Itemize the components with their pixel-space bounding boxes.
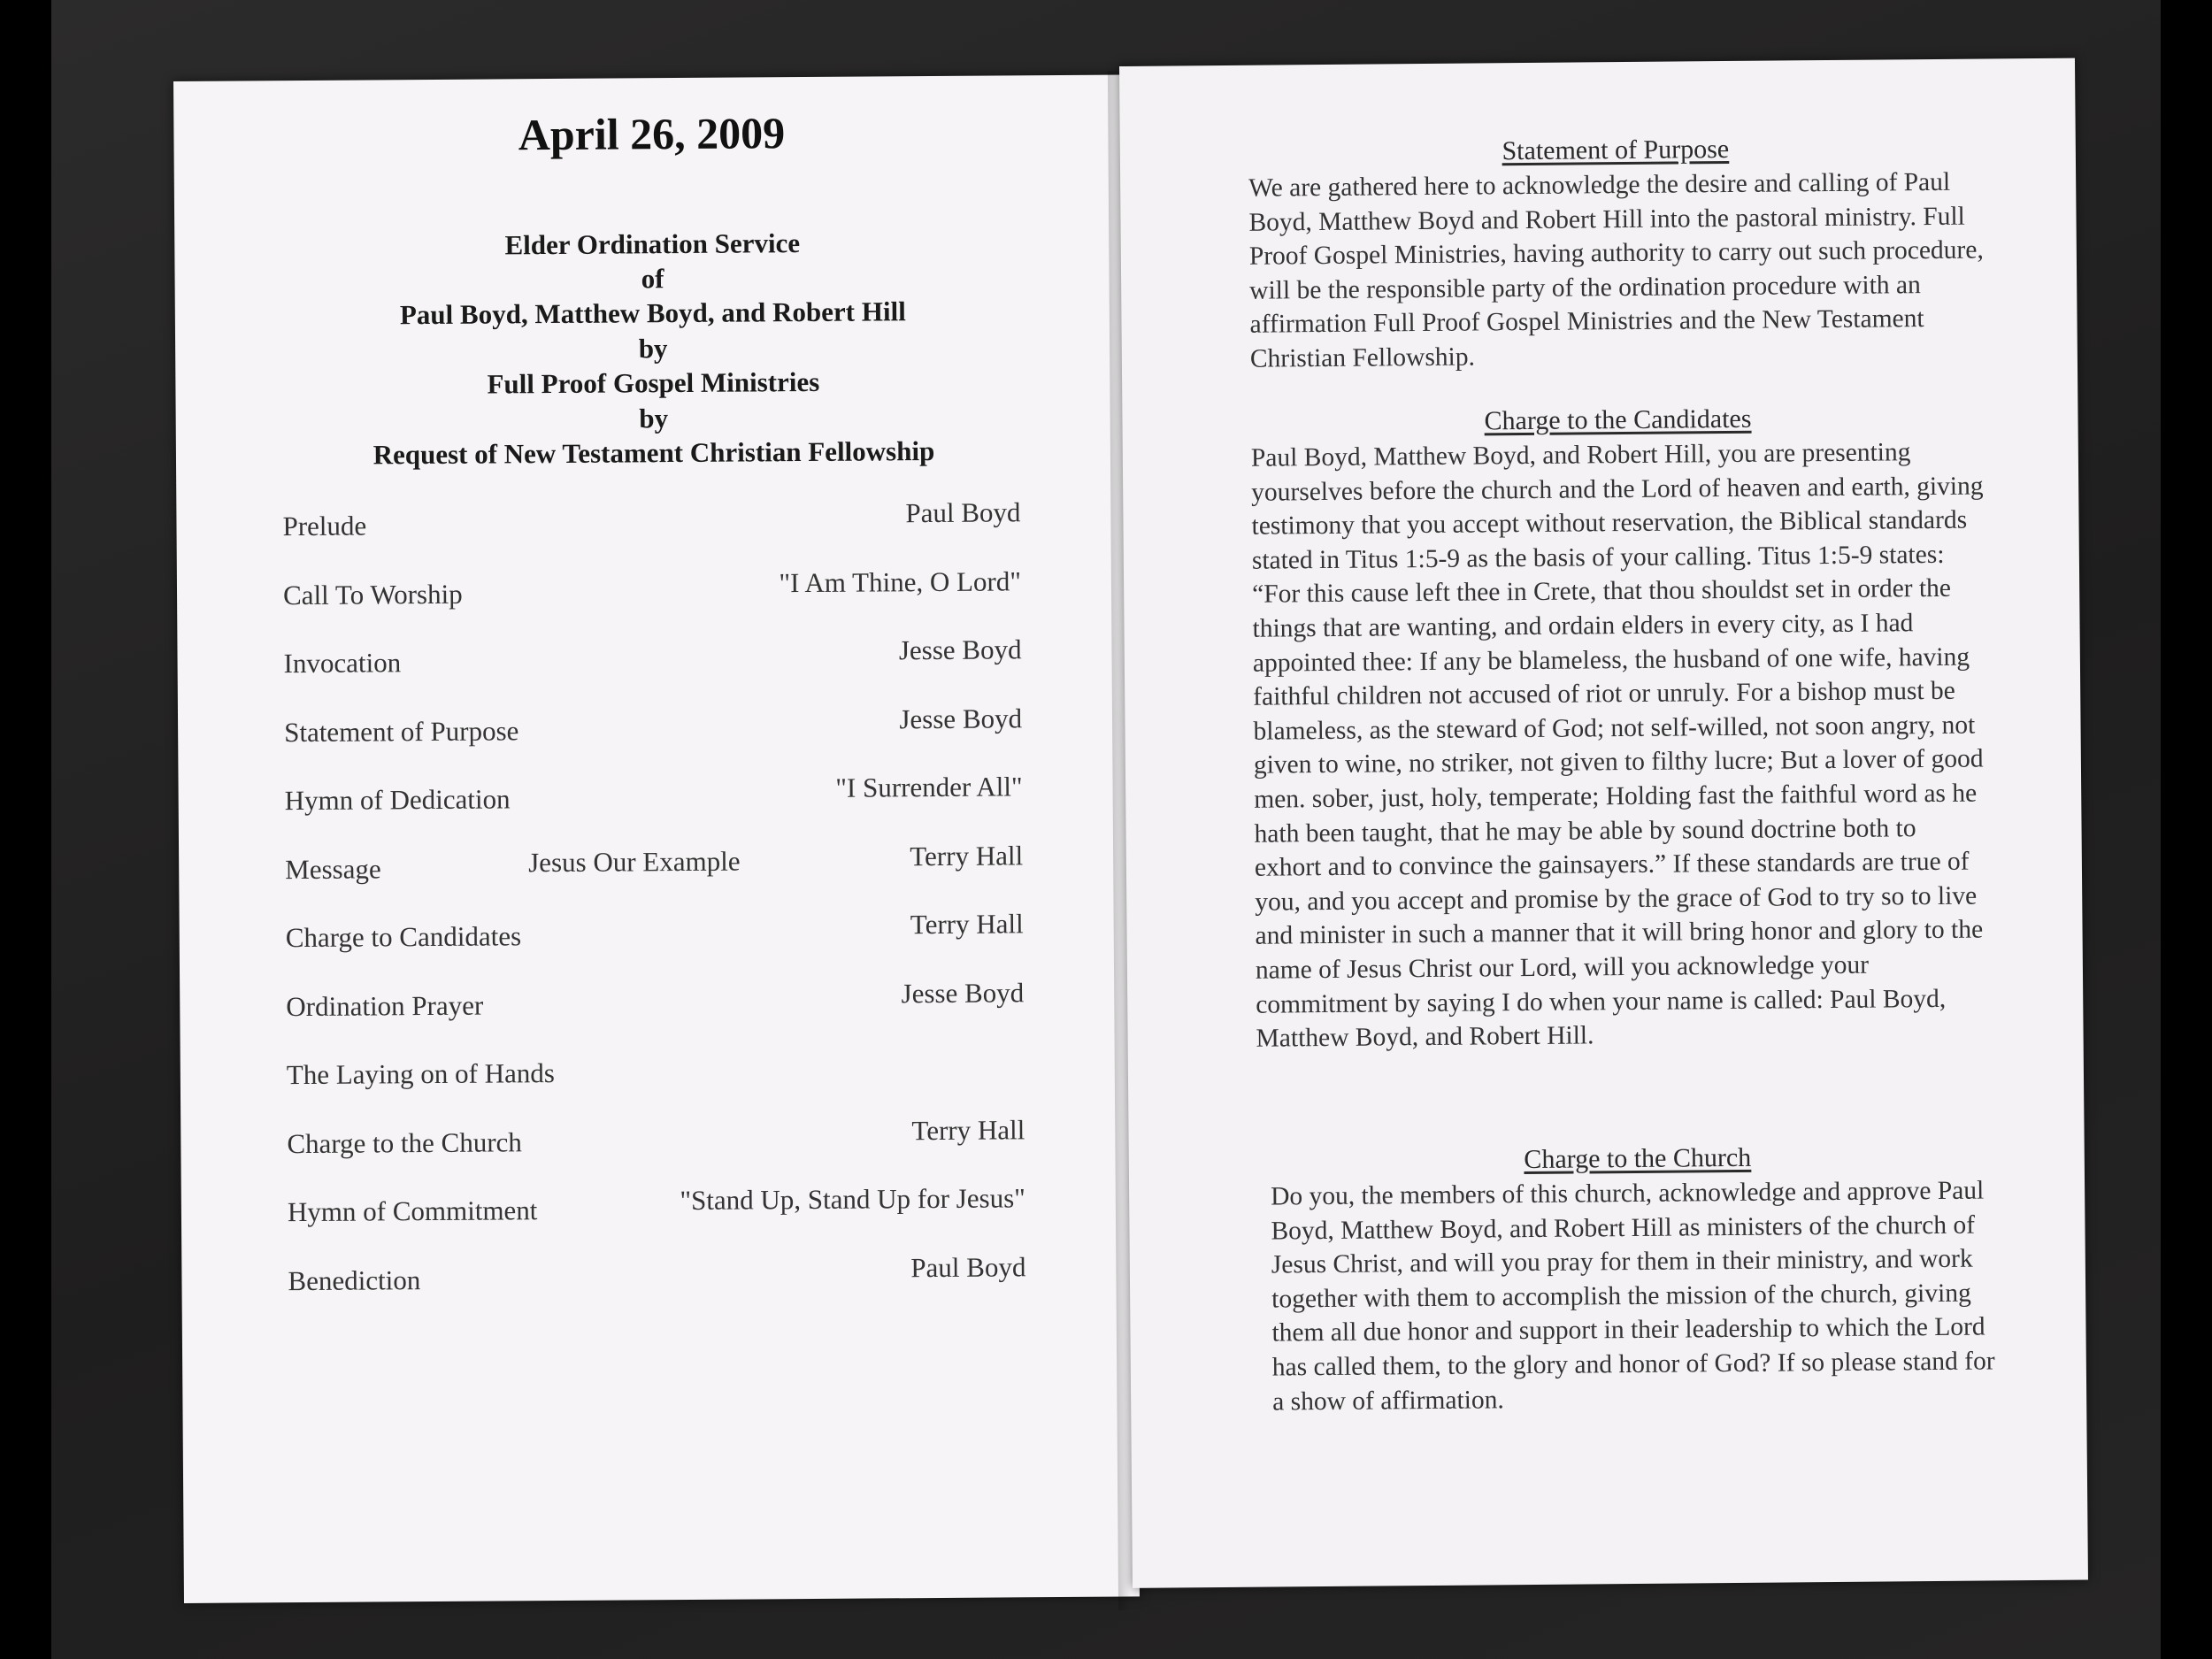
program-row [179,839,1135,914]
section-body: Paul Boyd, Matthew Boyd, and Robert Hill, you are presenting yourselves before the church and the Lord of heaven and earth, giving testimony that you accept without reservation, the Biblical standards stated in Titus 1:5-9 as the basis of your calling. Titus 1:5-9 states: “For this cause left thee in Crete, that thou shouldst set in order the things that are wanting, and ordain elders in every city, as I had appointed thee: If any be blameless, the husband of one wife, having faithful children not accused of riot or unruly. For a bishop must be blameless, as the steward of God; not self-willed, not soon angry, not given to wine, no striker, not given to filthy lucre; But a lover of good men. sober, just, holy, temperate; Holding fast the faithful word as he hath been taught, that he may be able by sound doctrine both to exhort and to convince the gainsayers.” If these standards are true of you, and you accept and promise by the grace of God to try so to live and minister in such a manner that it will bring honor and glory to the name of Jesus Christ our Lord, will you acknowledge your commitment by saying I do when your name is called: Paul Boyd, Matthew Boyd, and Robert Hill. [1250,438,1984,1053]
program-part: Ordination Prayer [286,989,484,1022]
heading-line: of [641,263,664,295]
program-leader: Terry Hall [910,839,1024,872]
program-part: Prelude [282,510,367,542]
program-left-page [173,74,1140,1602]
program-row [180,907,1136,982]
heading-line: Full Proof Gospel Ministries [487,365,820,400]
program-row [178,770,1134,845]
heading-line: Paul Boyd, Matthew Boyd, and Robert Hill [399,296,906,331]
section-title: Charge to the Church [1524,1142,1752,1175]
program-leader: Terry Hall [911,1113,1025,1146]
program-part: Hymn of Commitment [287,1194,538,1228]
program-part: Charge to Candidates [285,920,522,954]
program-leader: Jesse Boyd [898,634,1022,666]
service-date: April 26, 2009 [518,108,786,160]
order-of-service [176,495,1137,1325]
heading-line: by [639,403,669,434]
program-leader: Jesse Boyd [899,702,1023,734]
section-title: Statement of Purpose [1502,134,1730,166]
program-leader: Jesse Boyd [901,976,1025,1009]
program-leader: "I Surrender All" [835,771,1023,803]
program-row [180,1044,1137,1119]
service-heading [174,223,1132,474]
section-title: Charge to the Candidates [1484,403,1752,436]
charge-to-church-section [1271,1138,2008,1418]
program-row [177,565,1133,640]
section-body: Do you, the members of this church, acknowledge and approve Paul Boyd, Matthew Boyd, and Robert Hill as ministers of the church of Jesus Christ, and will you pray for them in their ministry, and work together with them to accomplish the mission of the church, giving them all due honor and support in their leadership to which the Lord has called them, to the glory and honor of God? If so please stand for a show of affirmation. [1271,1176,1995,1417]
heading-line: Request of New Testament Christian Fellowship [373,435,935,471]
program-row [180,1113,1137,1188]
program-row [176,495,1133,571]
statement-of-purpose-section [1248,129,1985,376]
heading-line: Elder Ordination Service [504,227,801,261]
program-leader: Paul Boyd [905,496,1021,529]
program-part: Hymn of Dedication [284,783,511,817]
program-part: Message [285,852,381,885]
program-part: Benediction [288,1263,421,1296]
program-part: Invocation [283,647,402,680]
program-part: The Laying on of Hands [286,1057,556,1091]
charge-to-candidates-section [1250,399,1990,1056]
program-right-page [1119,58,2088,1588]
heading-line: by [638,333,668,365]
program-part: Call To Worship [282,578,463,611]
program-leader: Paul Boyd [910,1250,1026,1283]
program-part: Statement of Purpose [284,714,519,748]
program-leader: "Stand Up, Stand Up for Jesus" [680,1182,1025,1217]
program-leader: "I Am Thine, O Lord" [779,565,1022,598]
program-row [177,633,1133,708]
program-row [180,976,1136,1051]
program-leader: Terry Hall [910,908,1024,941]
program-row [181,1250,1138,1325]
program-row [181,1181,1138,1256]
section-body: We are gathered here to acknowledge the desire and calling of Paul Boyd, Matthew Boyd and Robert Hill into the pastoral ministry. Full Proof Gospel Ministries, having authority to carry out such procedure, will be the responsible party of the ordination procedure with an affirmation Full Proof Gospel Ministries and the New Testament Christian Fellowship. [1248,167,1984,373]
program-desc: Jesus Our Example [528,845,741,878]
program-row [178,702,1134,777]
program-part: Charge to the Church [287,1125,522,1159]
